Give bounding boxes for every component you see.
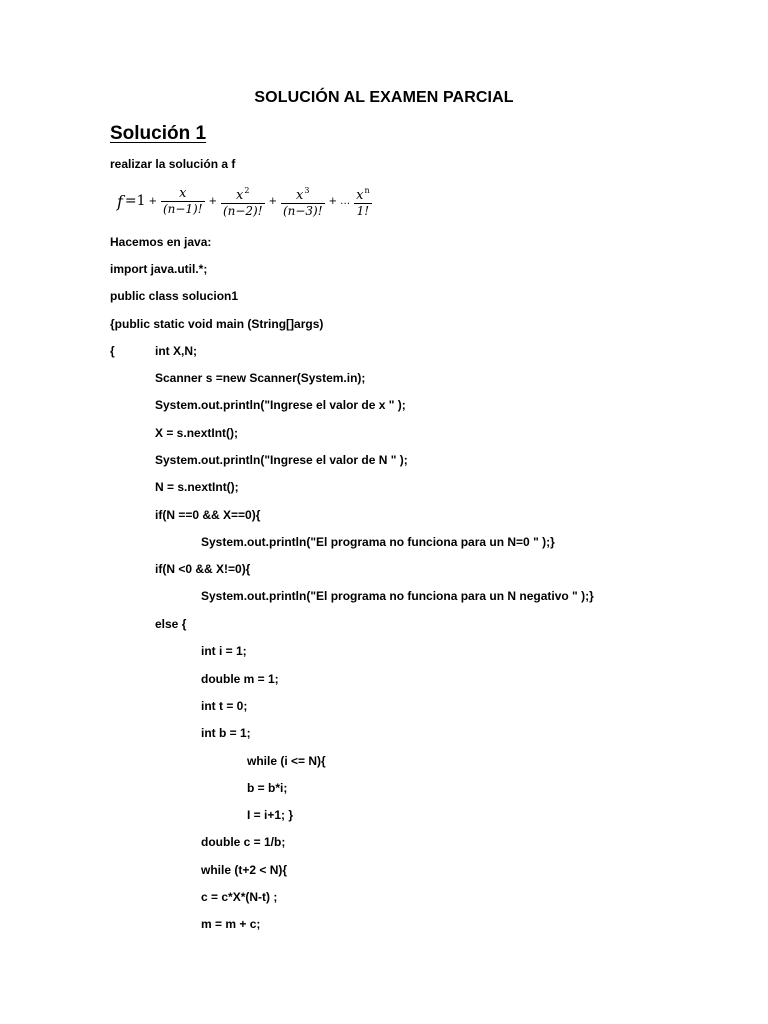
term-2-denominator: (n−2)! [222,204,263,218]
term-3-denominator: (n−3)! [282,204,323,218]
code-line: if(N <0 && X!=0){ [155,562,251,576]
code-line: int b = 1; [201,726,251,740]
code-line: int i = 1; [201,644,247,658]
formula-lhs: f [117,191,123,211]
term-3-numerator: x [296,188,304,203]
code-line: N = s.nextInt(); [155,480,239,494]
code-line: System.out.println("El programa no funciona para un N negativo " );} [201,589,594,603]
series-formula [117,180,373,222]
term-1-denominator: (n−1)! [162,201,203,216]
code-line: c = c*X*(N-t) ; [201,890,278,904]
code-line: X = s.nextInt(); [155,426,239,440]
code-line: double m = 1; [201,672,279,686]
code-line: System.out.println("Ingrese el valor de N " ); [155,453,408,467]
code-line: System.out.println("El programa no funciona para un N=0 " );} [201,535,555,549]
term-n-exponent: n [364,186,370,195]
term-n-denominator: 1! [356,204,370,218]
formula-plus: + [208,195,217,207]
term-3-exponent: 3 [304,186,310,195]
formula-equals-one: =1 [124,193,146,209]
code-line: while (i <= N){ [247,754,326,768]
code-line: import java.util.*; [110,262,208,276]
code-line: Hacemos en java: [110,235,212,249]
formula-plus: + [268,195,277,207]
code-line: else { [155,617,187,631]
document-title: SOLUCIÓN AL EXAMEN PARCIAL [254,89,514,106]
code-line: m = m + c; [201,917,261,931]
term-1-numerator: x [179,185,187,201]
code-line: Scanner s =new Scanner(System.in); [155,371,366,385]
code-line: while (t+2 < N){ [201,863,288,877]
code-line: if(N ==0 && X==0){ [155,508,261,522]
section-heading: Solución 1 [110,123,207,144]
term-2-numerator: x [236,188,244,203]
intro-text: realizar la solución a f [110,157,236,171]
code-line: I = i+1; } [247,808,294,822]
code-line: int X,N; [155,344,197,358]
formula-ellipsis: + … [328,195,351,207]
formula-term-2 [221,183,265,219]
formula-term-n [354,183,372,219]
term-n-numerator: x [356,188,364,203]
code-line: b = b*i; [247,781,288,795]
code-line: int t = 0; [201,699,248,713]
formula-term-3 [281,183,325,219]
code-line: double c = 1/b; [201,835,286,849]
formula-term-1 [161,186,205,217]
term-2-exponent: 2 [244,186,250,195]
code-line: { [110,344,115,358]
code-line: public class solucion1 [110,289,239,303]
formula-plus: + [148,195,157,207]
code-line: {public static void main (String[]args) [110,317,324,331]
code-line: System.out.println("Ingrese el valor de x " ); [155,398,406,412]
